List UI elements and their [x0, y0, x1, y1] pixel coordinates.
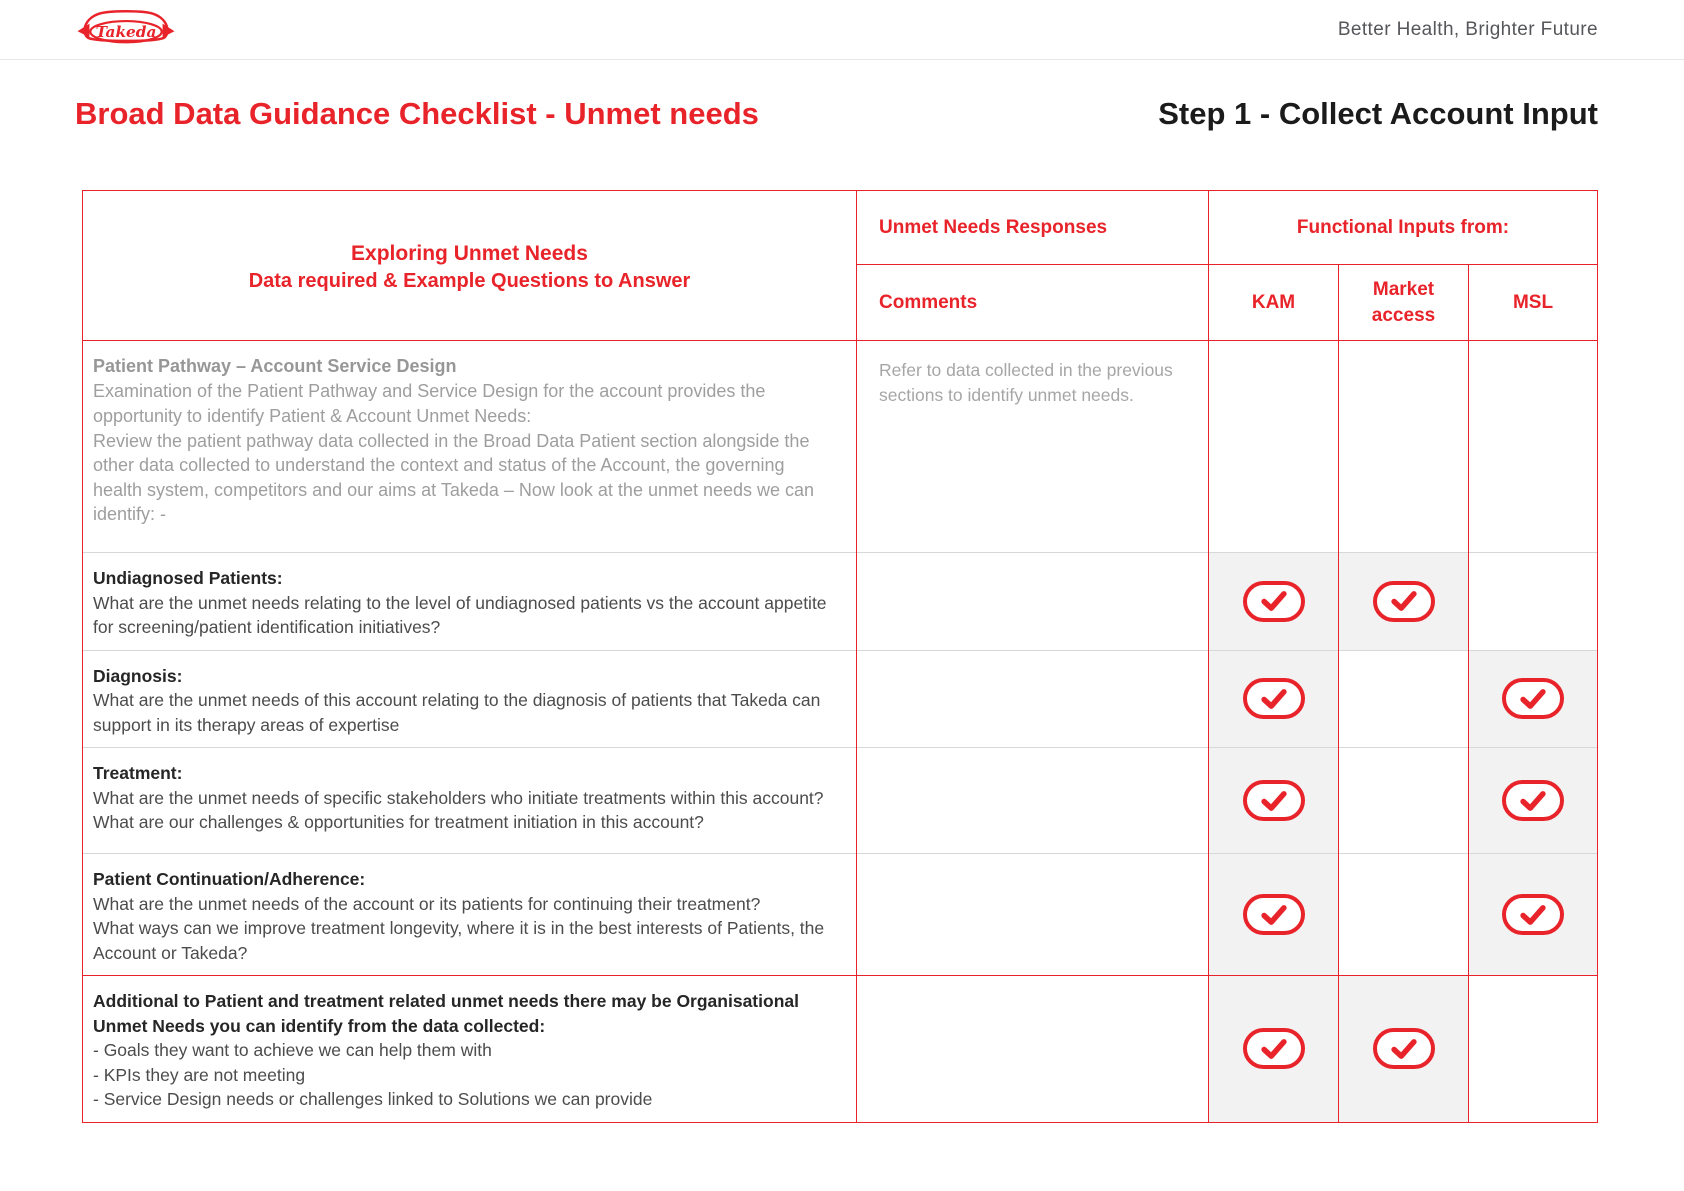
- check-icon: [1243, 678, 1305, 719]
- kam-check-cell: [1209, 553, 1339, 651]
- check-icon: [1243, 581, 1305, 622]
- row-description-cell: [83, 650, 857, 748]
- table-row: [83, 650, 1598, 748]
- kam-check-cell: [1209, 854, 1339, 976]
- check-icon: [1502, 780, 1564, 821]
- table-row: [83, 553, 1598, 651]
- check-icon: [1243, 1028, 1305, 1069]
- table-row: [83, 854, 1598, 976]
- comments-cell: [857, 748, 1209, 854]
- table-header-row-1: [83, 191, 1598, 265]
- page-title: Broad Data Guidance Checklist - Unmet needs: [75, 96, 759, 131]
- comments-cell: [857, 553, 1209, 651]
- header-functional-inputs: Functional Inputs from:: [1209, 191, 1598, 265]
- row-description-cell: [83, 748, 857, 854]
- check-icon: [1373, 1028, 1435, 1069]
- header-exploring-title: Exploring Unmet Needs: [351, 241, 588, 265]
- title-row: [75, 96, 1598, 132]
- kam-check-cell: [1209, 748, 1339, 854]
- row-heading: Patient Continuation/Adherence:: [93, 869, 366, 889]
- kam-check-cell: [1209, 341, 1339, 553]
- row-description-cell: [83, 341, 857, 553]
- row-heading: Undiagnosed Patients:: [93, 568, 283, 588]
- table-row: [83, 976, 1598, 1123]
- msl-check-cell: [1469, 748, 1598, 854]
- market-access-check-cell: [1339, 748, 1469, 854]
- comment-text: Refer to data collected in the previous sections to identify unmet needs.: [879, 360, 1173, 405]
- row-text: - Service Design needs or challenges linked to Solutions we can provide: [93, 1089, 653, 1109]
- comments-cell: [857, 650, 1209, 748]
- comments-cell: [857, 976, 1209, 1123]
- step-title: Step 1 - Collect Account Input: [1158, 96, 1598, 131]
- market-access-check-cell: [1339, 650, 1469, 748]
- header-exploring-subtitle: Data required & Example Questions to Answer: [248, 270, 691, 293]
- row-text: Review the patient pathway data collected in the Broad Data Patient section alongside the other data collected to understand the context and status of the Account, the governing health system, competitors and our aims at Takeda – Now look at the unmet needs we can identify: -: [93, 430, 815, 525]
- market-access-check-cell: [1339, 854, 1469, 976]
- row-heading: Patient Pathway – Account Service Design: [93, 356, 457, 376]
- takeda-logo: [75, 5, 177, 54]
- header-exploring: [83, 191, 857, 341]
- msl-check-cell: [1469, 854, 1598, 976]
- check-icon: [1373, 581, 1435, 622]
- market-access-check-cell: [1339, 341, 1469, 553]
- check-icon: [1502, 894, 1564, 935]
- row-description-cell: [83, 854, 857, 976]
- row-text: What ways can we improve treatment longevity, where it is in the best interests of Patients, the Account or Takeda?: [93, 918, 825, 963]
- check-icon: [1243, 780, 1305, 821]
- kam-check-cell: [1209, 650, 1339, 748]
- table-row: [83, 748, 1598, 854]
- check-icon: [1243, 894, 1305, 935]
- brand-tagline: Better Health, Brighter Future: [1337, 18, 1598, 40]
- row-description-cell: [83, 553, 857, 651]
- row-text: - Goals they want to achieve we can help them with: [93, 1040, 492, 1060]
- row-text: What are the unmet needs of the account or its patients for continuing their treatment?: [93, 893, 761, 914]
- table-row: [83, 341, 1598, 553]
- row-text: What are the unmet needs of this account relating to the diagnosis of patients that Takeda can support in its therapy areas of expertise: [93, 690, 821, 735]
- header-market-access: Market access: [1339, 265, 1469, 341]
- row-heading: Diagnosis:: [93, 665, 183, 686]
- msl-check-cell: [1469, 650, 1598, 748]
- comments-cell: [857, 854, 1209, 976]
- header-unmet-needs-responses: Unmet Needs Responses: [857, 191, 1209, 265]
- top-bar: [0, 0, 1684, 60]
- header-kam: KAM: [1209, 265, 1339, 341]
- comments-cell: [857, 341, 1209, 553]
- msl-check-cell: [1469, 553, 1598, 651]
- msl-check-cell: [1469, 976, 1598, 1123]
- row-text: - KPIs they are not meeting: [93, 1064, 306, 1085]
- market-access-check-cell: [1339, 553, 1469, 651]
- row-heading: Additional to Patient and treatment related unmet needs there may be Organisational Unmet Needs you can identify from the data collected:: [93, 991, 799, 1036]
- header-comments: Comments: [857, 265, 1209, 341]
- svg-text:Takeda: Takeda: [95, 23, 157, 42]
- kam-check-cell: [1209, 976, 1339, 1123]
- row-heading: Treatment:: [93, 763, 183, 783]
- row-text: What are our challenges & opportunities for treatment initiation in this account?: [93, 812, 704, 832]
- row-description-cell: [83, 976, 857, 1123]
- row-text: What are the unmet needs relating to the level of undiagnosed patients vs the account appetite for screening/patient identification initiatives?: [93, 592, 827, 637]
- checklist-table: [82, 190, 1598, 1123]
- market-access-check-cell: [1339, 976, 1469, 1123]
- row-text: What are the unmet needs of specific stakeholders who initiate treatments within this account?: [93, 787, 824, 808]
- msl-check-cell: [1469, 341, 1598, 553]
- header-msl: MSL: [1469, 265, 1598, 341]
- row-text: Examination of the Patient Pathway and Service Design for the account provides the opportunity to identify Patient & Account Unmet Needs:: [93, 381, 766, 426]
- check-icon: [1502, 678, 1564, 719]
